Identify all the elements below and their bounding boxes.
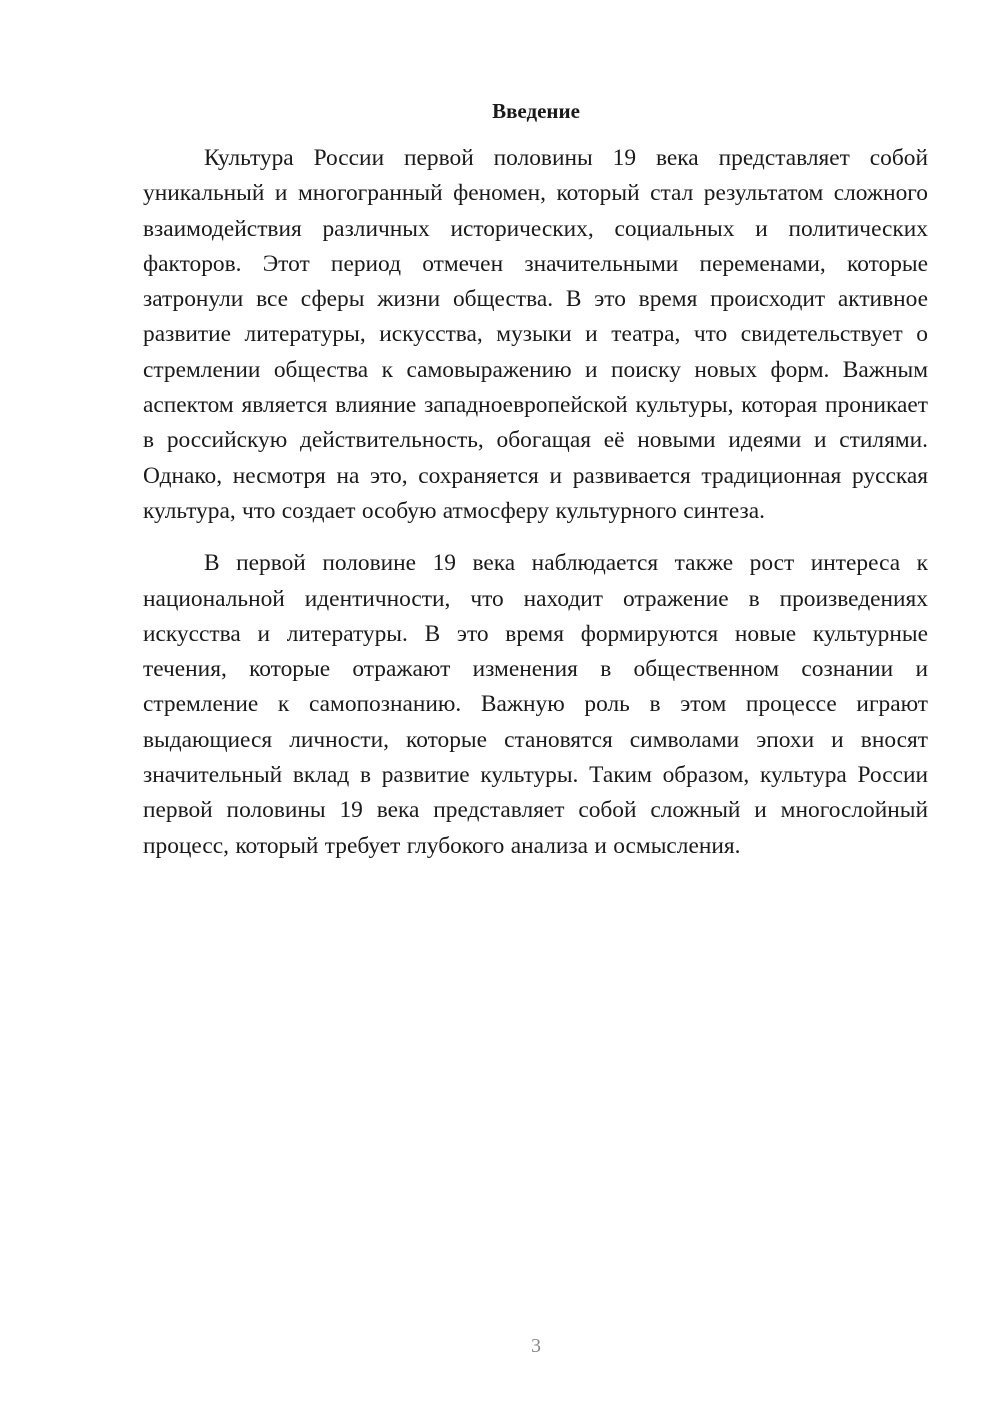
paragraph-2: В первой половине 19 века наблюдается также рост интереса к национальной идентичности, что находит отражение в произведениях искусства и литературы. В это время формируются новые культурные течения, которые отражают изменения в общественном сознании и стремление к самопознанию. Важную роль в этом процессе играют выдающиеся личности, которые становятся символами эпохи и вносят значительный вклад в развитие культуры. Таким образом, культура России первой половины 19 века представляет собой сложный и многослойный процесс, который требует глубокого анализа и осмысления. <box>143 550 928 859</box>
section-heading: Введение <box>492 99 580 123</box>
page-number: 3 <box>531 1335 541 1357</box>
document-body <box>143 141 928 864</box>
paragraph-1: Культура России первой половины 19 века представляет собой уникальный и многогранный феномен, который стал результатом сложного взаимодействия различных исторических, социальных и политических факторов. Этот период отмечен значительными переменами, которые затронули все сферы жизни общества. В это время происходит активное развитие литературы, искусства, музыки и театра, что свидетельствует о стремлении общества к самовыражению и поиску новых форм. Важным аспектом является влияние западноевропейской культуры, которая проникает в российскую действительность, обогащая её новыми идеями и стилями. Однако, несмотря на это, сохраняется и развивается традиционная русская культура, что создает особую атмосферу культурного синтеза. <box>143 145 928 524</box>
